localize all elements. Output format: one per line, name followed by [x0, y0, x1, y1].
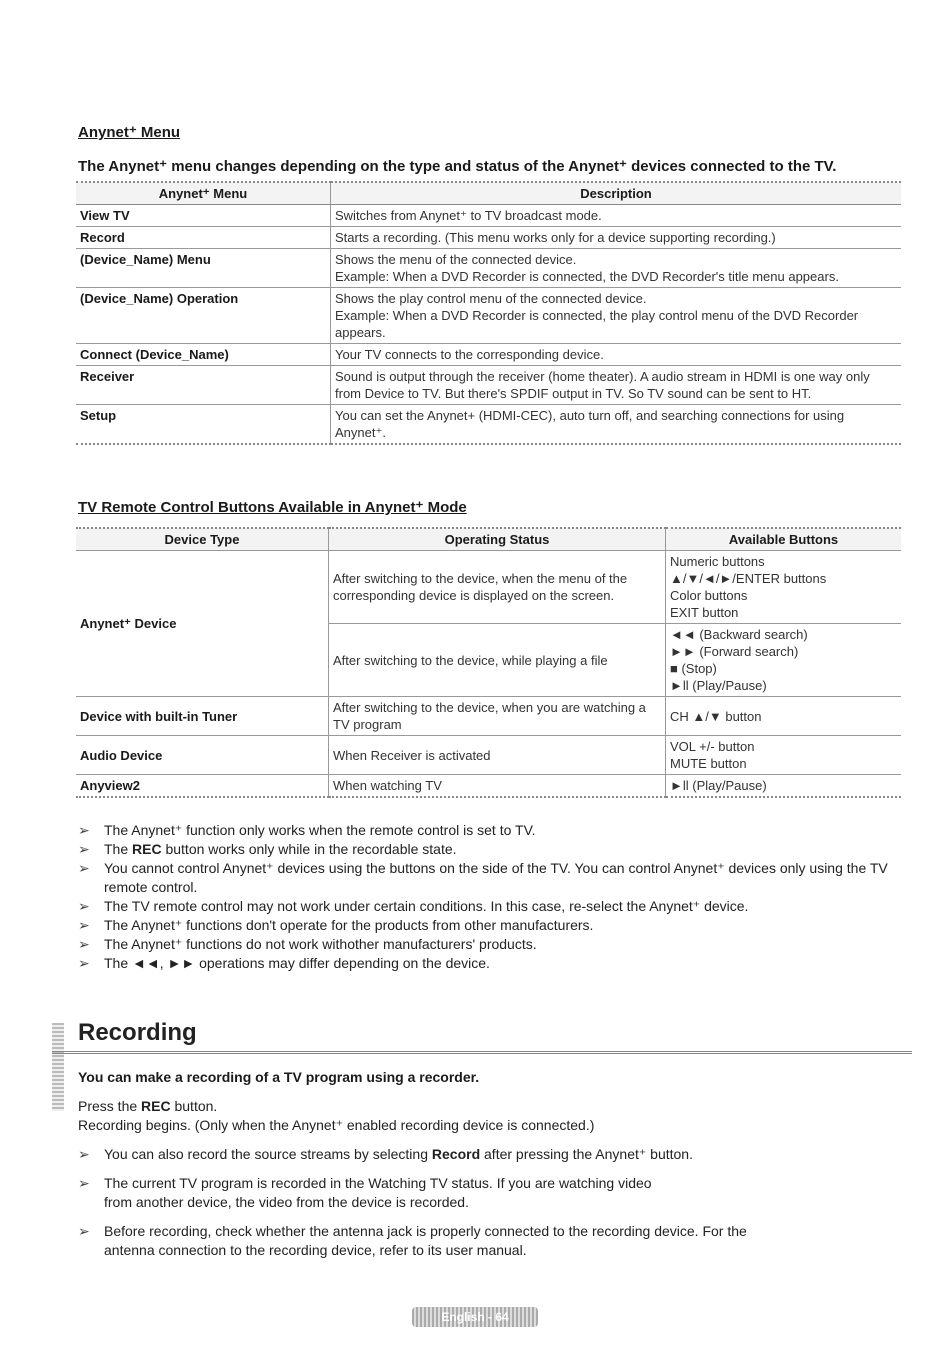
note-text: The Anynet⁺ function only works when the remote control is set to TV. — [104, 822, 536, 838]
section-title: Anynet⁺ Menu — [78, 124, 181, 141]
anynet-menu-table — [76, 181, 901, 445]
recording-begins-text: Recording begins. (Only when the Anynet⁺ enabled recording device is connected.) — [78, 1117, 595, 1133]
arrow-icon: ➢ — [78, 860, 90, 876]
buttons-cell — [666, 624, 902, 697]
note-text: The TV remote control may not work under certain conditions. In this case, re-select the Anynet⁺ device. — [104, 898, 749, 914]
press-pre: Press the — [78, 1098, 142, 1114]
button-line: ►► (Forward search) — [670, 644, 799, 659]
desc-cell — [331, 288, 902, 344]
arrow-icon: ➢ — [78, 1223, 90, 1239]
note-text: The Anynet⁺ functions do not work withother manufacturers' products. — [104, 936, 537, 952]
device-anyview: Anyview2 — [76, 775, 329, 798]
table-row — [76, 288, 901, 344]
button-line: EXIT button — [670, 605, 739, 620]
notes-list — [78, 821, 898, 973]
table-row — [76, 405, 901, 445]
header-description: Description — [331, 182, 902, 205]
status-cell: When watching TV — [329, 775, 666, 798]
table-row — [76, 249, 901, 288]
press-post: button. — [170, 1098, 218, 1114]
arrow-icon: ➢ — [78, 936, 90, 952]
note-item — [78, 1145, 898, 1164]
table-row — [76, 775, 901, 798]
recording-title: Recording — [78, 1019, 197, 1046]
menu-cell: Receiver — [76, 366, 331, 405]
button-line: Numeric buttons — [670, 554, 765, 569]
divider — [52, 1051, 912, 1054]
device-tuner: Device with built-in Tuner — [76, 697, 329, 736]
note-text: The ◄◄, ►► operations may differ depending on the device. — [104, 955, 490, 971]
note-item — [78, 897, 898, 916]
arrow-icon: ➢ — [78, 822, 90, 838]
table-row — [76, 366, 901, 405]
note-text: You cannot control Anynet⁺ devices using the buttons on the side of the TV. You can control Anynet⁺ devices only using the TV remote control. — [104, 860, 888, 895]
status-cell: After switching to the device, while playing a file — [329, 624, 666, 697]
menu-cell: View TV — [76, 205, 331, 227]
note-text-post: button works only while in the recordable state. — [161, 841, 457, 857]
desc-cell: You can set the Anynet+ (HDMI-CEC), auto turn off, and searching connections for using Anynet⁺. — [331, 405, 902, 445]
button-line: ►ll (Play/Pause) — [670, 678, 767, 693]
note-item — [78, 859, 898, 897]
note-item — [78, 1222, 778, 1260]
table-row — [76, 344, 901, 366]
arrow-icon: ➢ — [78, 898, 90, 914]
table-header-row — [76, 182, 901, 205]
table-row — [76, 227, 901, 249]
menu-cell: (Device_Name) Menu — [76, 249, 331, 288]
remote-buttons-table — [76, 527, 901, 798]
note-text: The Anynet⁺ functions don't operate for the products from other manufacturers. — [104, 917, 594, 933]
note-item — [78, 1174, 678, 1212]
menu-cell: Setup — [76, 405, 331, 445]
button-line: ■ (Stop) — [670, 661, 717, 676]
button-line: ◄◄ (Backward search) — [670, 627, 808, 642]
note-item — [78, 916, 898, 935]
press-bold: REC — [141, 1098, 171, 1114]
table-row — [76, 736, 901, 775]
note-text: The current TV program is recorded in the Watching TV status. If you are watching video from another device, the video from the device is recorded. — [104, 1175, 652, 1210]
header-operating-status: Operating Status — [329, 528, 666, 551]
status-cell: After switching to the device, when you are watching a TV program — [329, 697, 666, 736]
note-item — [78, 954, 898, 973]
desc-example: Example: When a DVD Recorder is connected, the play control menu of the DVD Recorder appears. — [335, 308, 859, 340]
desc-cell — [331, 249, 902, 288]
table-row — [76, 551, 901, 624]
note-text — [104, 1145, 693, 1164]
status-cell: After switching to the device, when the menu of the corresponding device is displayed on the screen. — [329, 551, 666, 624]
arrow-icon: ➢ — [78, 1175, 90, 1191]
note-item — [78, 840, 898, 859]
desc-line: Shows the play control menu of the connected device. — [335, 291, 647, 306]
buttons-cell: ►ll (Play/Pause) — [666, 775, 902, 798]
note-text-pre: You can also record the source streams by selecting — [104, 1146, 432, 1162]
status-cell: When Receiver is activated — [329, 736, 666, 775]
note-text-post: after pressing the Anynet⁺ button. — [480, 1146, 693, 1162]
menu-cell: Connect (Device_Name) — [76, 344, 331, 366]
table-row — [76, 205, 901, 227]
header-anynet-menu: Anynet⁺ Menu — [76, 182, 331, 205]
desc-example: Example: When a DVD Recorder is connected, the DVD Recorder's title menu appears. — [335, 269, 839, 284]
buttons-cell: CH ▲/▼ button — [666, 697, 902, 736]
buttons-cell — [666, 736, 902, 775]
button-line: MUTE button — [670, 756, 747, 771]
note-text-bold: REC — [132, 841, 162, 857]
remote-buttons-title: TV Remote Control Buttons Available in Anynet⁺ Mode — [78, 499, 467, 516]
lead-text: The Anynet⁺ menu changes depending on the type and status of the Anynet⁺ devices connected to the TV. — [78, 158, 837, 175]
section-marker-bar — [52, 1023, 64, 1111]
header-available-buttons: Available Buttons — [666, 528, 902, 551]
note-item — [78, 935, 898, 954]
arrow-icon: ➢ — [78, 955, 90, 971]
button-line: VOL +/- button — [670, 739, 755, 754]
recording-lead: You can make a recording of a TV program using a recorder. — [78, 1069, 480, 1085]
arrow-icon: ➢ — [78, 841, 90, 857]
press-rec-text — [78, 1097, 898, 1116]
desc-cell: Switches from Anynet⁺ to TV broadcast mode. — [331, 205, 902, 227]
note-text-pre: The — [104, 841, 133, 857]
desc-cell: Your TV connects to the corresponding device. — [331, 344, 902, 366]
note-text — [104, 840, 457, 859]
desc-line: Shows the menu of the connected device. — [335, 252, 577, 267]
note-item — [78, 821, 898, 840]
header-device-type: Device Type — [76, 528, 329, 551]
menu-cell: (Device_Name) Operation — [76, 288, 331, 344]
arrow-icon: ➢ — [78, 917, 90, 933]
table-row — [76, 697, 901, 736]
desc-cell: Sound is output through the receiver (home theater). A audio stream in HDMI is one way only from Device to TV. But there's SPDIF output in TV. So TV sound can be sent to HT. — [331, 366, 902, 405]
arrow-icon: ➢ — [78, 1146, 90, 1162]
menu-cell: Record — [76, 227, 331, 249]
button-line: ▲/▼/◄/►/ENTER buttons — [670, 571, 827, 586]
note-text-bold: Record — [431, 1146, 481, 1162]
table-header-row — [76, 528, 901, 551]
buttons-cell — [666, 551, 902, 624]
page-footer: English - 64 — [412, 1307, 538, 1327]
desc-cell: Starts a recording. (This menu works only for a device supporting recording.) — [331, 227, 902, 249]
device-audio: Audio Device — [76, 736, 329, 775]
device-anynet: Anynet⁺ Device — [76, 551, 329, 697]
recording-body — [78, 1097, 898, 1260]
note-text: Before recording, check whether the antenna jack is properly connected to the recording device. For the antenna connection to the recording device, refer to its user manual. — [104, 1223, 747, 1258]
button-line: Color buttons — [670, 588, 748, 603]
